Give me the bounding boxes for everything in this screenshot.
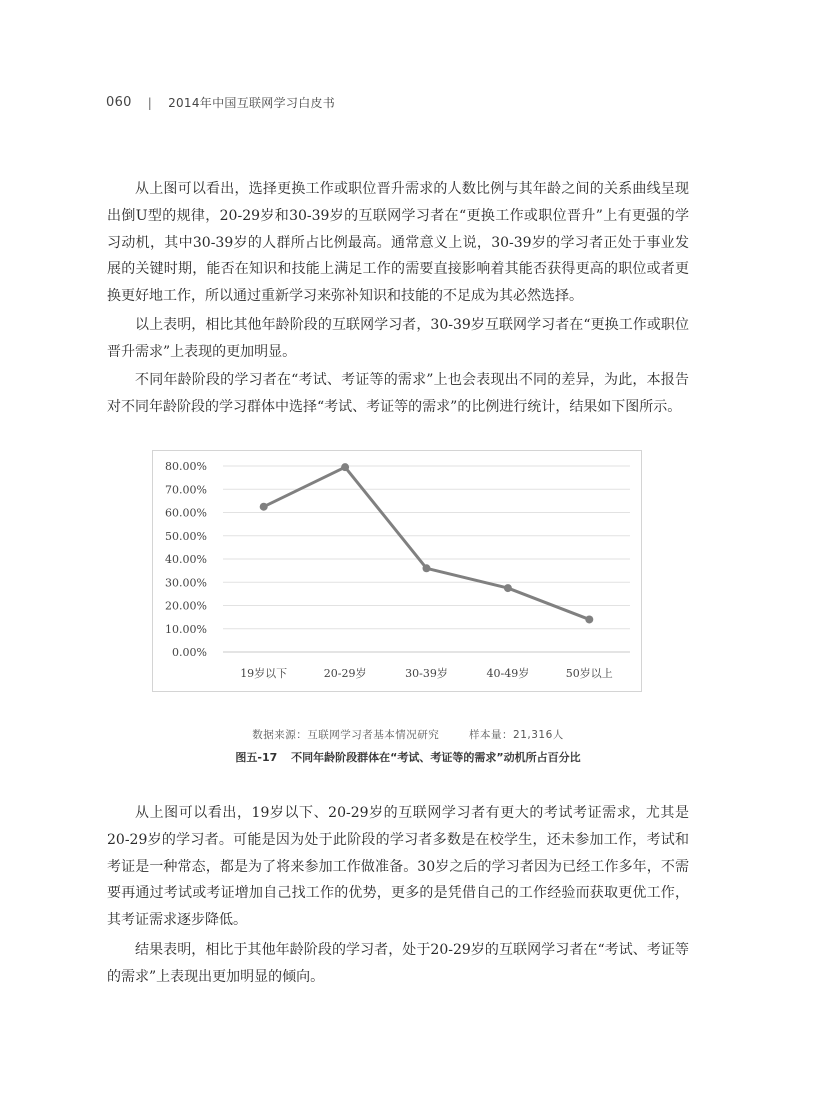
page-number: 060 xyxy=(106,95,132,110)
y-tick-label: 70.00% xyxy=(165,483,207,497)
data-source-note xyxy=(0,727,816,742)
x-tick-label: 40-49岁 xyxy=(486,667,530,680)
data-point xyxy=(260,503,268,511)
data-source: 数据来源：互联网学习者基本情况研究 xyxy=(252,729,440,741)
data-point xyxy=(341,463,349,471)
paragraph-3: 不同年龄阶段的学习者在“考试、考证等的需求”上也会表现出不同的差异，为此，本报告对不同年龄阶段的学习群体中选择“考试、考证等的需求”的比例进行统计，结果如下图所示。 xyxy=(107,372,689,415)
figure-title: 不同年龄阶段群体在“考试、考证等的需求”动机所占百分比 xyxy=(291,751,581,764)
data-point xyxy=(504,584,512,592)
y-tick-label: 50.00% xyxy=(165,529,207,543)
figure-caption xyxy=(0,749,816,765)
book-title: 2014年中国互联网学习白皮书 xyxy=(168,96,336,110)
x-tick-label: 20-29岁 xyxy=(323,667,367,680)
paragraph-1: 从上图可以看出，选择更换工作或职位晋升需求的人数比例与其年龄之间的关系曲线呈现出倒U型的规律，20-29岁和30-39岁的互联网学习者在“更换工作或职位晋升”上有更强的学习动机，其中30-39岁的人群所占比例最高。通常意义上说，30-39岁的学习者正处于事业发展的关键时期，能否在知识和技能上满足工作的需要直接影响着其能否获得更高的职位或者更换更好地工作，所以通过重新学习来弥补知识和技能的不足成为其必然选择。 xyxy=(107,181,689,305)
paragraph-5: 结果表明，相比于其他年龄阶段的学习者，处于20-29岁的互联网学习者在“考试、考证等的需求”上表现出更加明显的倾向。 xyxy=(107,942,689,985)
y-tick-label: 0.00% xyxy=(172,646,207,659)
data-point xyxy=(585,615,593,623)
sample-size: 样本量：21,316人 xyxy=(469,729,564,741)
x-tick-label: 50岁以上 xyxy=(565,667,613,680)
paragraph-4: 从上图可以看出，19岁以下、20-29岁的互联网学习者有更大的考试考证需求，尤其是20-29岁的学习者。可能是因为处于此阶段的学习者多数是在校学生，还未参加工作，考试和考证是一种常态，都是为了将来参加工作做准备。30岁之后的学习者因为已经工作多年，不需要再通过考试或考证增加自己找工作的优势，更多的是凭借自己的工作经验而获取更优工作，其考证需求逐步降低。 xyxy=(107,805,689,929)
paragraph-2: 以上表明，相比其他年龄阶段的互联网学习者，30-39岁互联网学习者在“更换工作或职位晋升需求”上表现的更加明显。 xyxy=(107,317,689,360)
y-tick-label: 20.00% xyxy=(165,599,207,613)
series-line xyxy=(264,467,590,619)
y-tick-label: 80.00% xyxy=(165,460,207,473)
header-separator: | xyxy=(147,95,153,110)
line-chart xyxy=(152,450,642,692)
chart-canvas xyxy=(153,451,643,693)
y-tick-label: 40.00% xyxy=(165,553,207,566)
data-point xyxy=(423,564,431,572)
y-tick-label: 10.00% xyxy=(165,622,207,636)
y-tick-label: 30.00% xyxy=(165,576,207,590)
x-tick-label: 19岁以下 xyxy=(240,667,288,680)
y-tick-label: 60.00% xyxy=(165,506,207,520)
figure-number: 图五-17 xyxy=(235,751,278,764)
x-tick-label: 30-39岁 xyxy=(405,667,448,680)
running-header xyxy=(106,94,335,111)
